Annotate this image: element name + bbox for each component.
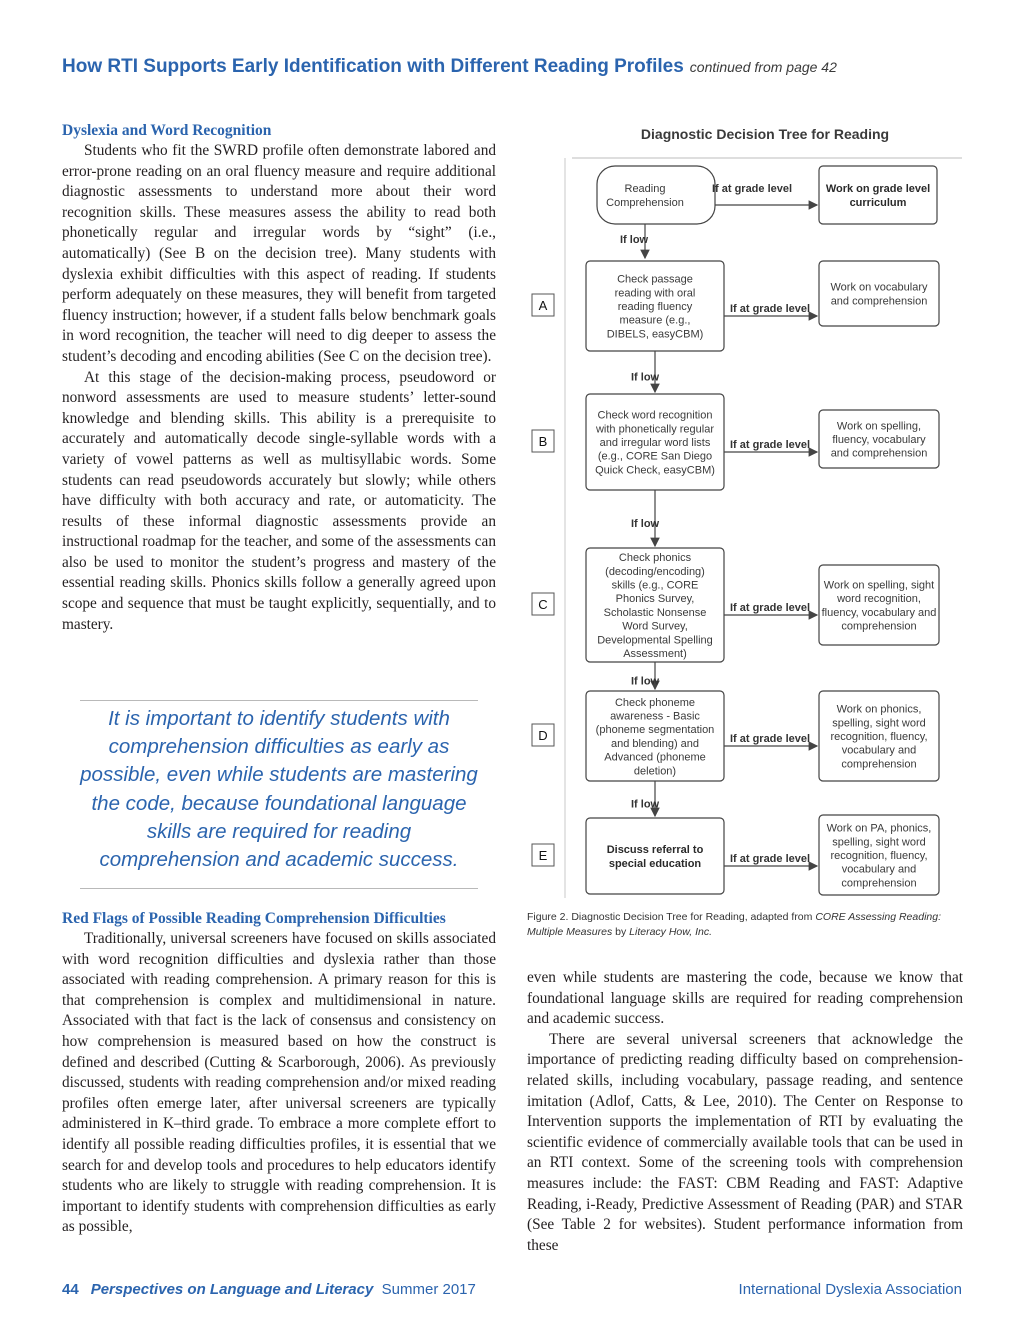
caption-by: by xyxy=(612,926,630,938)
grade-level-label: If at grade level xyxy=(729,439,811,451)
figure-caption xyxy=(527,910,967,940)
check-node-label: Phonics Survey, xyxy=(615,593,695,606)
result-node-label: Work on grade level xyxy=(825,183,931,195)
low-label: If low xyxy=(631,798,660,811)
start-node xyxy=(597,166,715,224)
left-column-top xyxy=(62,121,496,635)
grade-level-label: If at grade level xyxy=(729,602,811,614)
paragraph: Students who fit the SWRD profile often demonstrate labored and error-prone reading on an oral fluency measure and require additional diagnostic assessments to understand more about their word recognition skills. These measures assess the ability to read both phonetically regular and irregular words by “sight” (i.e., automatically) (See B on the decision tree). Many students with dyslexia exhibit difficulties with this aspect of reading. If students perform adequately on these measures, they will benefit from targeted fluency instruction; however, if a student falls below benchmark goals in word recognition, the teacher will need to dig deeper to assess the student’s decoding and encoding abilities (See C on the decision tree). xyxy=(62,142,496,365)
low-label: If low xyxy=(620,234,649,246)
start-node-label: Comprehension xyxy=(606,197,684,209)
check-node-label: Check passage xyxy=(617,273,693,286)
publication-name: Perspectives on Language and Literacy xyxy=(90,1281,374,1298)
check-node-label: with phonetically regular xyxy=(595,423,715,436)
paragraph: Traditionally, universal screeners have focused on skills associated with word recognition difficulties and dyslexia rather than those associated with reading comprehension. A primary reason for this is that comprehension is complex and multidimensional in nature. Associated with that fact is the lack of consensus and consistency on how comprehension is measured based on how the construct is defined and described (Cutting & Scarborough, 2006). As previously discussed, students with reading comprehension and/or mixed reading profiles often emerge later, after universal screeners are typically administered in K–third grade. To embrace a more complete effort to identify all possible reading difficulties profiles, it is essential that we search for and develop tools and procedures to help educators identify students who are likely to struggle with reading comprehension. It is important to identify students with comprehension difficulties as early as possible, xyxy=(62,930,496,1236)
paragraph: There are several universal screeners that acknowledge the importance of predicting reading difficulty based on comprehension-related skills, including vocabulary, passage reading, and sentence imitation (Adlof, Catts, & Lee, 2010). The Center on Response to Intervention supports the implementation of RTI by evaluating the scientific evidence of commercially available tools that can be used in an RTI context. Some of the screening tools with comprehension measures include: the FAST: CBM Reading and FAST: Adaptive Reading, i-Ready, Predictive Assessment of Reading (PAR) and STAR (See Table 2 for websites). Student performance information from these xyxy=(527,1030,963,1254)
caption-org: Literacy How, Inc. xyxy=(629,926,713,938)
low-label: If low xyxy=(631,518,660,530)
check-node-label: Scholastic Nonsense xyxy=(603,606,707,619)
step-letter: D xyxy=(538,728,548,743)
result-node-label: Work on vocabulary xyxy=(830,281,928,294)
check-node-label: reading fluency xyxy=(617,301,693,313)
right-column-body xyxy=(527,968,963,1256)
result-node-label: fluency, vocabulary and xyxy=(821,606,937,619)
result-node-label: recognition, fluency, xyxy=(830,731,928,743)
check-node-label: Advanced (phoneme xyxy=(604,751,706,764)
result-node-label: Work on spelling, xyxy=(836,420,922,433)
check-node-label: Quick Check, easyCBM) xyxy=(595,464,715,477)
check-node-label: (e.g., CORE San Diego xyxy=(597,450,713,463)
step-letter: C xyxy=(538,597,548,612)
figure-title: Diagnostic Decision Tree for Reading xyxy=(640,126,890,142)
section-heading-red-flags: Red Flags of Possible Reading Comprehension Difficulties xyxy=(62,910,446,927)
result-node-label: spelling, sight word xyxy=(832,836,926,849)
check-node-label: Check phonics xyxy=(618,552,692,565)
header-continued: continued from page 42 xyxy=(689,59,837,75)
check-node-label: awareness - Basic xyxy=(610,710,700,723)
check-node-label: DIBELS, easyCBM) xyxy=(606,328,704,341)
header-title: How RTI Supports Early Identification with Different Reading Profiles xyxy=(62,56,684,77)
issue: Summer 2017 xyxy=(381,1281,476,1298)
low-label: If low xyxy=(631,371,660,384)
decision-tree-figure xyxy=(520,118,970,903)
check-node-label: special education xyxy=(608,857,702,870)
section-body-red-flags xyxy=(62,929,496,1238)
check-node-label: and blending) and xyxy=(610,737,700,750)
running-header xyxy=(62,56,837,78)
result-node-label: vocabulary and xyxy=(841,863,917,876)
result-node xyxy=(819,166,937,224)
grade-level-label: If at grade level xyxy=(729,853,811,865)
check-node-label: reading with oral xyxy=(614,287,696,300)
result-node-label: fluency, vocabulary xyxy=(832,434,926,446)
result-node-label: and comprehension xyxy=(830,447,928,460)
result-node-label: Work on spelling, sight xyxy=(823,579,935,592)
result-node-label: spelling, sight word xyxy=(832,717,926,730)
check-node-label: and irregular word lists xyxy=(599,437,711,449)
result-node-label: curriculum xyxy=(849,197,907,209)
result-node-label: and comprehension xyxy=(830,295,928,308)
paragraph: At this stage of the decision-making process, pseudoword or nonword assessments are used to measure students’ letter-sound knowledge and blending skills. This ability is a prerequisite to accurately and automatically decode single-syllable words with a variety of vowel patterns as well as multisyllabic words. Some students can read pseudowords accurately but slowly; while others have difficulty with both accuracy and rate, or automaticity. The results of these informal diagnostic assessments provide an instructional roadmap for the teacher, and some of the assessments can also be used to monitor the student’s progress and mastery of the essential reading skills. Phonics skills follow a generally agreed upon scope and sequence that must be taught explicitly, sequentially, and to mastery. xyxy=(62,368,496,633)
left-column-bottom xyxy=(62,909,496,1238)
paragraph: even while students are mastering the code, because we know that foundational language skills are required for reading comprehension and academic success. xyxy=(527,969,963,1028)
check-node-label: Word Survey, xyxy=(622,620,688,633)
pull-quote: It is important to identify students with comprehension difficulties as early as possible, even while students are mastering the code, because foundational language skills are required for reading comprehension and academic success. xyxy=(80,700,478,889)
page-number: 44 xyxy=(62,1281,79,1298)
result-node-label: Work on PA, phonics, xyxy=(826,822,932,835)
result-node-label: comprehension xyxy=(841,877,917,890)
grade-level-label: If at grade level xyxy=(711,183,793,195)
step-letter: A xyxy=(538,298,548,313)
step-letter: E xyxy=(538,848,548,863)
check-node-label: (decoding/encoding) xyxy=(605,565,705,578)
check-node-label: Check phoneme xyxy=(614,696,696,709)
check-node-label: Developmental Spelling xyxy=(597,634,713,647)
result-node-label: recognition, fluency, xyxy=(830,850,928,862)
result-node-label: comprehension xyxy=(841,620,917,633)
check-node-label: Discuss referral to xyxy=(606,844,704,857)
result-node-label: comprehension xyxy=(841,758,917,771)
grade-level-label: If at grade level xyxy=(729,303,811,315)
result-node-label: word recognition, xyxy=(837,593,921,606)
footer-org: International Dyslexia Association xyxy=(738,1281,962,1298)
check-node-label: measure (e.g., xyxy=(619,314,691,327)
result-node-label: Work on phonics, xyxy=(836,703,922,716)
section-heading-dyslexia: Dyslexia and Word Recognition xyxy=(62,122,272,139)
start-node-label: Reading xyxy=(624,183,666,195)
step-letter: B xyxy=(538,434,548,449)
check-node-label: deletion) xyxy=(633,765,677,778)
check-node-label: (phoneme segmentation xyxy=(595,724,715,737)
caption-text: Figure 2. Diagnostic Decision Tree for Reading, adapted from xyxy=(527,911,816,923)
result-node-label: vocabulary and xyxy=(841,744,917,757)
footer-left xyxy=(62,1281,476,1298)
caption-source: CORE Assessing Reading: Multiple Measures xyxy=(527,911,941,938)
low-label: If low xyxy=(631,675,660,688)
tree-group xyxy=(532,166,939,895)
check-node-label: Check word recognition xyxy=(597,409,713,422)
section-body-dyslexia xyxy=(62,141,496,635)
grade-level-label: If at grade level xyxy=(729,733,811,745)
check-node-label: Assessment) xyxy=(623,647,687,660)
check-node-label: skills (e.g., CORE xyxy=(611,579,699,592)
